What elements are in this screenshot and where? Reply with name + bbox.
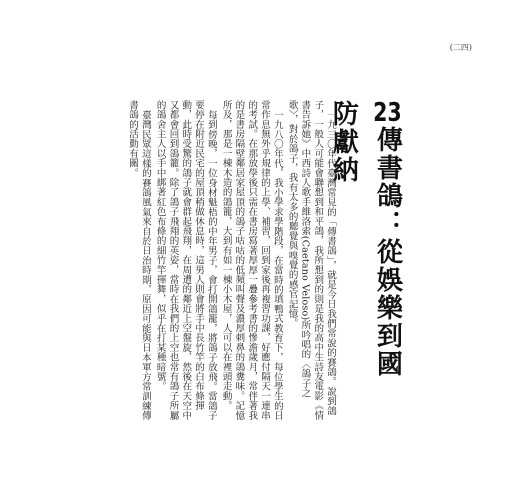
chapter-title bbox=[328, 100, 409, 400]
paragraph: 臺灣民眾這樣的賽鴿風氣來自於日治時期，原因可能與日本軍方常訓練傳書鴿的活動有關。 bbox=[127, 100, 151, 420]
body-text bbox=[128, 100, 336, 422]
chapter-title-text: 傳書鴿：從娛樂到國防獻納 bbox=[328, 100, 403, 378]
paragraph: 每到傍晚，一位身材魁梧的中年男子，會打開鴿籠，將鴿子放飛。當鴿子要停在附近民宅的屋頂稍做休息時，這男人則會將手中長竹竿的白布條揮動，此時受驚的鴿子就會群起飛翔，在周遭的鄰近上空盤旋，然後在天空中又都會回到鴿籠。除了鴿子飛翔的英姿，當時在我們的上空也常有鴿子所屬的鴿舍主人以手中綁著紅色布條的細竹竿揮舞，似乎在打某種暗號。 bbox=[154, 100, 217, 421]
paragraph: 一九八〇年代，我小學求學階段，在當時的填鴨式教育下，每位學生的日常作息無外乎規律的上學、補習，回到家後再複習功課，好應付隔天一連串的考試。在那放學後只需在書房寫著厚厚一疊參考書的慘澹歲月，常伴著我的是書房隔壁鄰居家屋頂的鴿子咕咕的低頻叫聲及濃厚刺鼻的鴿糞味。記憶所及，那是一棟木造的鴿籠，大到有如一棟小木屋，人可以在裡頭走動。 bbox=[220, 100, 283, 421]
paragraph: 一九三〇年代臺灣常見的「傳書鴿」，就是今日我們常說的賽鴿。說到鴿子，一般人可能會聯想到和平鴿，我所想到的則是我的高中生詩友電影《情書告訴她》中西詩人歌手維洛索(Caetano Veloso)所吟唱的〈鴿子之歌〉，對於鴿子，我有太多的聽覺與嗅覺的感官記憶。 bbox=[286, 100, 336, 421]
page-marker: (二四) bbox=[449, 43, 472, 52]
chapter-number: 23 bbox=[373, 100, 402, 126]
